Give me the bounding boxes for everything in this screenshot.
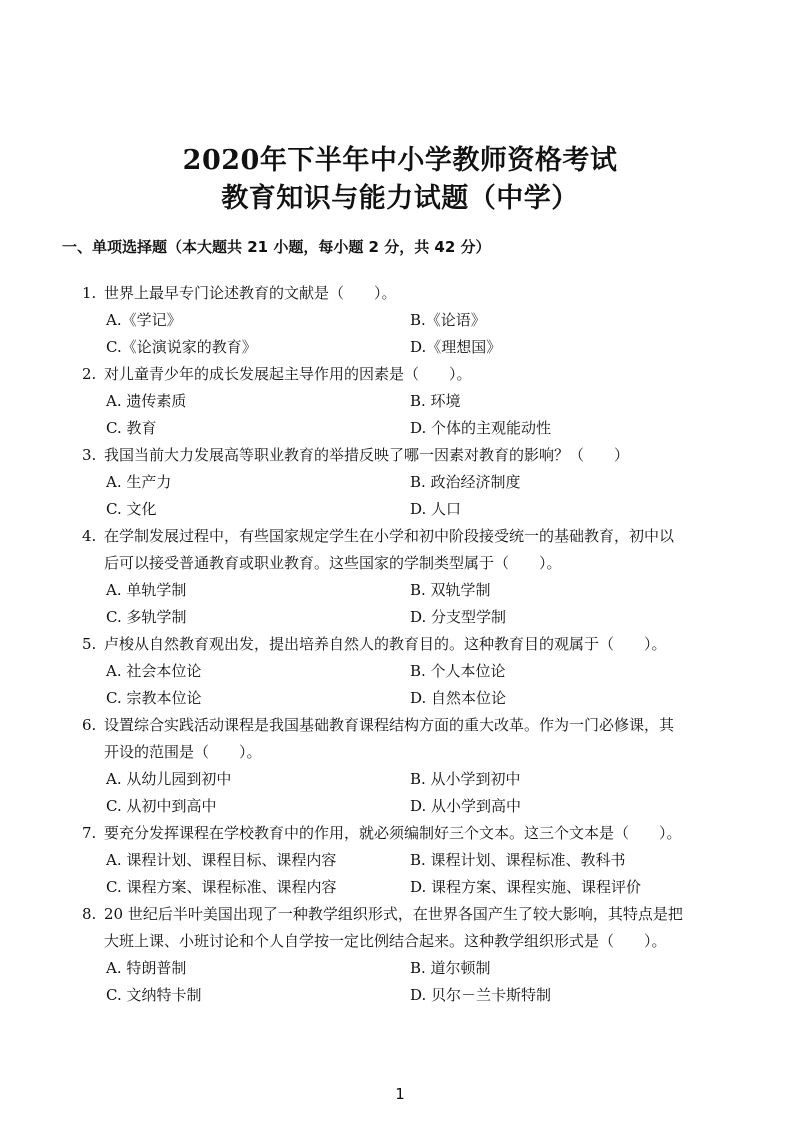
option-b: B.《论语》: [410, 311, 486, 329]
question-stem-continued: 开设的范围是（ ）。: [104, 743, 262, 761]
question-6: [82, 715, 742, 735]
option-c: C. 宗教本位论: [106, 689, 202, 707]
question-stem-continued: 大班上课、小班讨论和个人自学按一定比例结合起来。这种教学组织形式是（ ）。: [104, 932, 667, 950]
question-stem: 设置综合实践活动课程是我国基础教育课程结构方面的重大改革。作为一门必修课，其: [104, 716, 675, 734]
question-number: 1.: [82, 284, 97, 302]
option-d: D. 课程方案、课程实施、课程评价: [410, 878, 642, 896]
question-4: [82, 526, 742, 546]
question-number: 6.: [82, 716, 97, 734]
option-c: C. 课程方案、课程标准、课程内容: [106, 878, 337, 896]
question-stem: 20 世纪后半叶美国出现了一种教学组织形式，在世界各国产生了较大影响，其特点是把: [104, 905, 683, 923]
option-d: D. 从小学到高中: [410, 797, 522, 815]
question-8: [82, 904, 742, 924]
exam-title-line2: 教育知识与能力试题（中学）: [221, 183, 579, 214]
option-c: C. 多轨学制: [106, 608, 187, 626]
option-c: C. 从初中到高中: [106, 797, 217, 815]
question-stem: 我国当前大力发展高等职业教育的举措反映了哪一因素对教育的影响？（ ）: [104, 446, 630, 464]
question-number: 8.: [82, 905, 97, 923]
section-heading: 一、单项选择题（本大题共 21 小题，每小题 2 分，共 42 分）: [62, 238, 491, 256]
question-number: 5.: [82, 635, 97, 653]
option-c: C.《论演说家的教育》: [106, 338, 257, 356]
option-d: D. 贝尔－兰卡斯特制: [410, 986, 552, 1004]
option-a: A.《学记》: [106, 311, 182, 329]
exam-title-line1: 2020年下半年中小学教师资格考试: [182, 145, 618, 176]
option-b: B. 道尔顿制: [410, 959, 491, 977]
question-stem-continued: 后可以接受普通教育或职业教育。这些国家的学制类型属于（ ）。: [104, 554, 562, 572]
option-b: B. 政治经济制度: [410, 473, 521, 491]
option-b: B. 双轨学制: [410, 581, 491, 599]
question-number: 7.: [82, 824, 97, 842]
option-a: A. 社会本位论: [106, 662, 202, 680]
option-a: A. 单轨学制: [106, 581, 187, 599]
option-a: A. 从幼儿园到初中: [106, 770, 232, 788]
option-a: A. 特朗普制: [106, 959, 187, 977]
option-d: D. 自然本位论: [410, 689, 507, 707]
option-a: A. 生产力: [106, 473, 172, 491]
question-7: [82, 823, 742, 843]
option-a: A. 遗传素质: [106, 392, 187, 410]
option-a: A. 课程计划、课程目标、课程内容: [106, 851, 337, 869]
option-c: C. 文纳特卡制: [106, 986, 202, 1004]
option-d: D. 人口: [410, 500, 462, 518]
question-stem: 世界上最早专门论述教育的文献是（ ）。: [104, 284, 397, 302]
option-b: B. 从小学到初中: [410, 770, 521, 788]
option-d: D. 分支型学制: [410, 608, 507, 626]
page-number: 1: [395, 1085, 405, 1103]
question-number: 4.: [82, 527, 97, 545]
question-3: [82, 445, 742, 465]
question-5: [82, 634, 742, 654]
question-number: 2.: [82, 365, 97, 383]
option-b: B. 个人本位论: [410, 662, 506, 680]
option-c: C. 教育: [106, 419, 157, 437]
option-d: D.《理想国》: [410, 338, 502, 356]
option-c: C. 文化: [106, 500, 157, 518]
question-stem: 对儿童青少年的成长发展起主导作用的因素是（ ）。: [104, 365, 472, 383]
question-1: [82, 283, 742, 303]
question-stem: 卢梭从自然教育观出发，提出培养自然人的教育目的。这种教育目的观属于（ ）。: [104, 635, 667, 653]
option-b: B. 课程计划、课程标准、教科书: [410, 851, 626, 869]
question-2: [82, 364, 742, 384]
option-d: D. 个体的主观能动性: [410, 419, 552, 437]
question-stem: 在学制发展过程中，有些国家规定学生在小学和初中阶段接受统一的基础教育，初中以: [104, 527, 675, 545]
question-stem: 要充分发挥课程在学校教育中的作用，就必须编制好三个文本。这三个文本是（ ）。: [104, 824, 682, 842]
option-b: B. 环境: [410, 392, 461, 410]
question-number: 3.: [82, 446, 97, 464]
